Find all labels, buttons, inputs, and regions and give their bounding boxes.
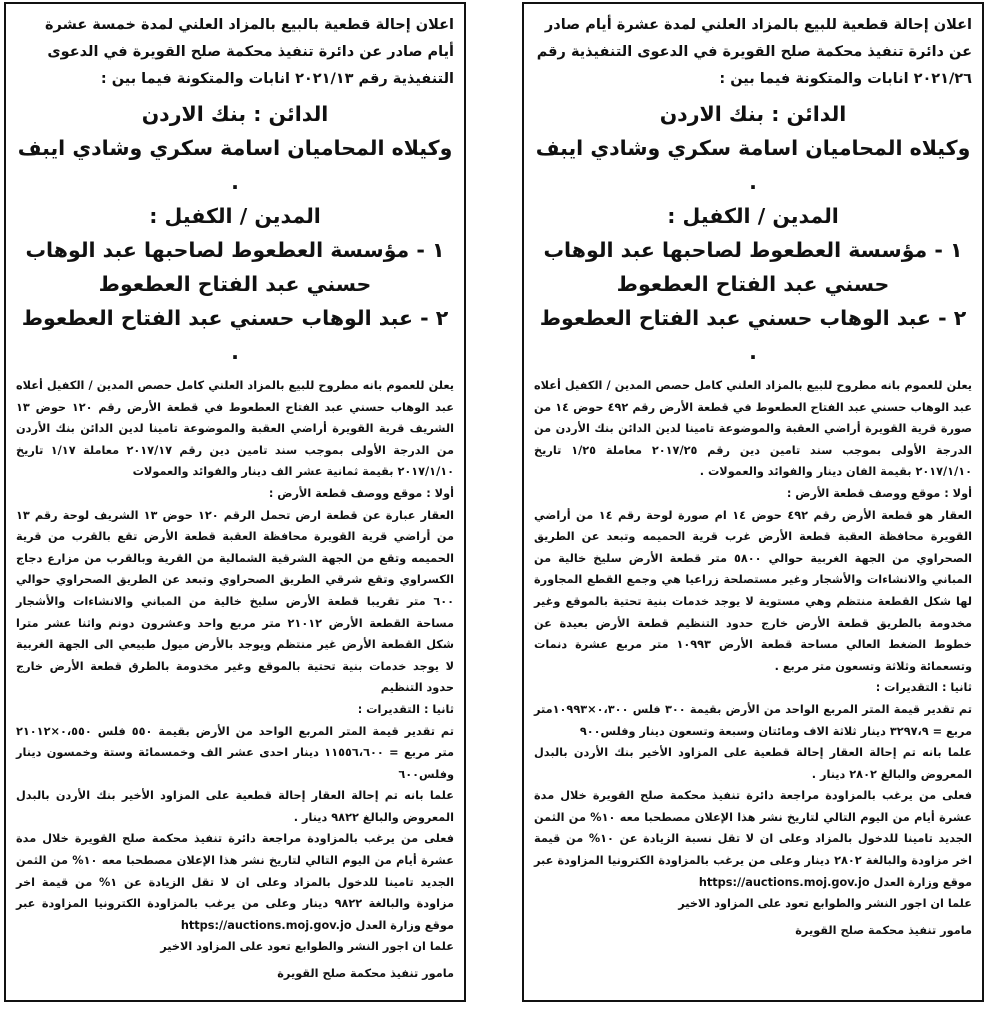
- valuation-paragraph: تم تقدير قيمة المتر المربع الواحد من الأرض بقيمة ٥٥٠ فلس ٠،٥٥٠×٢١٠١٢ متر مربع = ١١٥٥٦،٦٠٠ دينار احدى عشر الف وخمسمائة وستة وخمسون دينار وفلس٦٠٠: [16, 724, 454, 781]
- auction-url[interactable]: https://auctions.moj.gov.jo: [698, 875, 870, 889]
- land-description: العقار هو قطعة الأرض رقم ٤٩٢ حوض ١٤ ام صورة لوحة رقم ١٤ من أراضي القويرة محافظة العقبة قطعة الأرض غرب قرية الحميمه وتبعد عن الطريق الصحراوي من الجهة الغربية حوالي ٥٨٠٠ متر قطعة الأرض سليخ خالية من المباني والانشاءات والأشجار وغير مستصلحة زراعيا هي وجمع القطع المجاورة لها شكل القطعة منتظم وهي مستوية لا يوجد خدمات بنية تحتية بالموقع وغير مخدومة بالطريق قطعة الأرض خارج حدود التنظيم قطعة الأرض بعيدة عن خطوط الضغط العالي مساحة قطعة الأرض ١٠٩٩٣ متر مربع عشرة دنمات وتسعمائة وثلاثة وتسعون متر مربع .: [534, 508, 972, 673]
- lawyers-line: وكيلاه المحاميان اسامة سكري وشادي ايبف .: [17, 136, 453, 194]
- signature: مامور تنفيذ محكمة صلح القويرة: [795, 923, 972, 937]
- land-description: العقار عبارة عن قطعة ارض تحمل الرقم ١٢٠ حوض ١٣ الشريف لوحة رقم ١٣ من أراضي قرية القويرة محافظة العقبة قطعة الأرض تقع بالقرب من قرية الحميمه وتقع من الجهة الشرقية الشمالية من القرية وبالقرب من مزارع دجاج الكسراوي وتقع شرقي الطريق الصحراوي وتبعد عن الطريق الصحراوي حوالي ٦٠٠ متر تقريبا قطعة الأرض سليخ خالية من المباني والانشاءات والأشجار مساحة القطعة الأرض ٢١٠١٢ متر مربع واحد وعشرون دونم واثنا عشر مترا شكل القطعة الأرض غير منتظم ويوجد بالأرض ميول طبيعي الى الجهة الغربية لا يوجد خدمات بنية تحتية بالموقع وغير مخدومة بالطرق قطعة الأرض خارج حدود التنظيم: [16, 508, 454, 695]
- creditor-line: الدائن : بنك الاردن: [659, 102, 847, 126]
- debtor-1: ١ - مؤسسة العطعوط لصاحبها عبد الوهاب حسني عبد الفتاح العطعوط: [543, 238, 963, 296]
- debtor-1: ١ - مؤسسة العطعوط لصاحبها عبد الوهاب حسني عبد الفتاح العطعوط: [25, 238, 445, 296]
- auction-notice-right: [522, 2, 984, 1002]
- valuation-paragraph: تم تقدير قيمة المتر المربع الواحد من الأرض بقيمة ٣٠٠ فلس ٠،٣٠٠×١٠٩٩٣متر مربع = ٣٢٩٧،٩ دينار ثلاثة الاف ومائتان وسبعة وتسعون دينار وفلس٩٠٠: [534, 702, 972, 738]
- intro-paragraph: يعلن للعموم بانه مطروح للبيع بالمزاد العلني كامل حصص المدين / الكفيل أعلاه عبد الوهاب حسني عبد الفتاح العطعوط في قطعة الأرض رقم ١٢٠ حوض ١٣ الشريف قرية القويرة أراضي العقبة والموضوعة تامينا لدين الدائن بنك الأردن من الدرجة الأولى بموجب سند تامين دين رقم ٢٠١٧/١٧ معاملة ١/١٧ تاريخ ٢٠١٧/١/١٠ بقيمة ثمانية عشر الف دينار والفوائد والعمولات: [16, 379, 455, 479]
- closing-text: فعلى من يرغب بالمزاودة مراجعة دائرة تنفيذ محكمة صلح القويرة خلال مدة عشرة أيام من اليوم التالي لتاريخ نشر هذا الإعلان مصطحبا معه ١٠% من الثمن الجديد تامينا للدخول بالمزاد وعلى ان لا تقل نسبة الزيادة عن ١٠% من قيمة اخر مزاودة والبالغة ٢٨٠٢ دينار وعلى من يرغب بالمزاودة الكترونيا المزاودة عبر موقع وزارة العدل: [534, 789, 972, 889]
- section-location-heading: أولا : موقع ووصف قطعة الأرض :: [268, 486, 454, 500]
- auction-url[interactable]: https://auctions.moj.gov.jo: [180, 918, 352, 932]
- creditor-line: الدائن : بنك الاردن: [141, 102, 329, 126]
- notice-header: اعلان إحالة قطعية للبيع بالمزاد العلني لمدة عشرة أيام صادر عن دائرة تنفيذ محكمة صلح القويرة في الدعوى التنفيذية رقم ٢٠٢١/٢٦ انابات والمتكونة فيما بين :: [536, 17, 972, 87]
- closing-paragraph: [16, 828, 454, 936]
- auction-notice-left: [4, 2, 466, 1002]
- section-valuation-heading: ثانيا : التقديرات :: [357, 702, 454, 716]
- debtor-2: ٢ - عبد الوهاب حسني عبد الفتاح العطعوط .: [21, 306, 449, 364]
- debtor-label: المدين / الكفيل :: [149, 204, 321, 228]
- lawyers-line: وكيلاه المحاميان اسامة سكري وشادي ايبف .: [535, 136, 971, 194]
- notice-header: اعلان إحالة قطعية بالبيع بالمزاد العلني لمدة خمسة عشرة أيام صادر عن دائرة تنفيذ محكمة صلح القويرة في الدعوى التنفيذية رقم ٢٠٢١/١٣ انابات والمتكونة فيما بين :: [45, 17, 454, 87]
- intro-paragraph: يعلن للعموم بانه مطروح للبيع بالمزاد العلني كامل حصص المدين / الكفيل أعلاه عبد الوهاب حسني عبد الفتاح العطعوط في قطعة الأرض رقم ٤٩٢ حوض ١٤ من صورة قرية القويرة أراضي العقبة والموضوعة تامينا لدين الدائن بنك الأردن من الدرجة الأولى بموجب سند تامين دين رقم ٢٠١٧/٢٥ معاملة ١/٢٥ تاريخ ٢٠١٧/١/١٠ بقيمة الفان دينار والفوائد والعمولات .: [534, 379, 973, 479]
- fees-note: علما ان اجور النشر والطوابع تعود على المزاود الاخير: [160, 940, 454, 954]
- award-paragraph: علما بانه تم إحالة العقار إحالة قطعية على المزاود الأخير بنك الأردن بالبدل المعروض والبالغ ٩٨٢٢ دينار .: [16, 789, 454, 824]
- fees-note: علما ان اجور النشر والطوابع تعود على المزاود الاخير: [678, 897, 972, 911]
- closing-paragraph: [534, 785, 972, 893]
- award-paragraph: علما بانه تم إحالة العقار إحالة قطعية على المزاود الأخير بنك الأردن بالبدل المعروض والبالغ ٢٨٠٢ دينار .: [534, 746, 972, 781]
- debtor-label: المدين / الكفيل :: [667, 204, 839, 228]
- closing-text: فعلى من يرغب بالمزاودة مراجعة دائرة تنفيذ محكمة صلح القويرة خلال مدة عشرة أيام من اليوم التالي لتاريخ نشر هذا الإعلان مصطحبا معه ١٠% من الثمن الجديد تامينا للدخول بالمزاد وعلى ان لا تقل الزيادة عن ١% من قيمة اخر مزاودة والبالغة ٩٨٢٢ دينار وعلى من يرغب بالمزاودة الكترونيا المزاودة عبر موقع وزارة العدل: [16, 832, 454, 932]
- section-location-heading: أولا : موقع ووصف قطعة الأرض :: [786, 486, 972, 500]
- section-valuation-heading: ثانيا : التقديرات :: [875, 681, 972, 695]
- signature: مامور تنفيذ محكمة صلح القويرة: [277, 967, 454, 981]
- debtor-2: ٢ - عبد الوهاب حسني عبد الفتاح العطعوط .: [539, 306, 967, 364]
